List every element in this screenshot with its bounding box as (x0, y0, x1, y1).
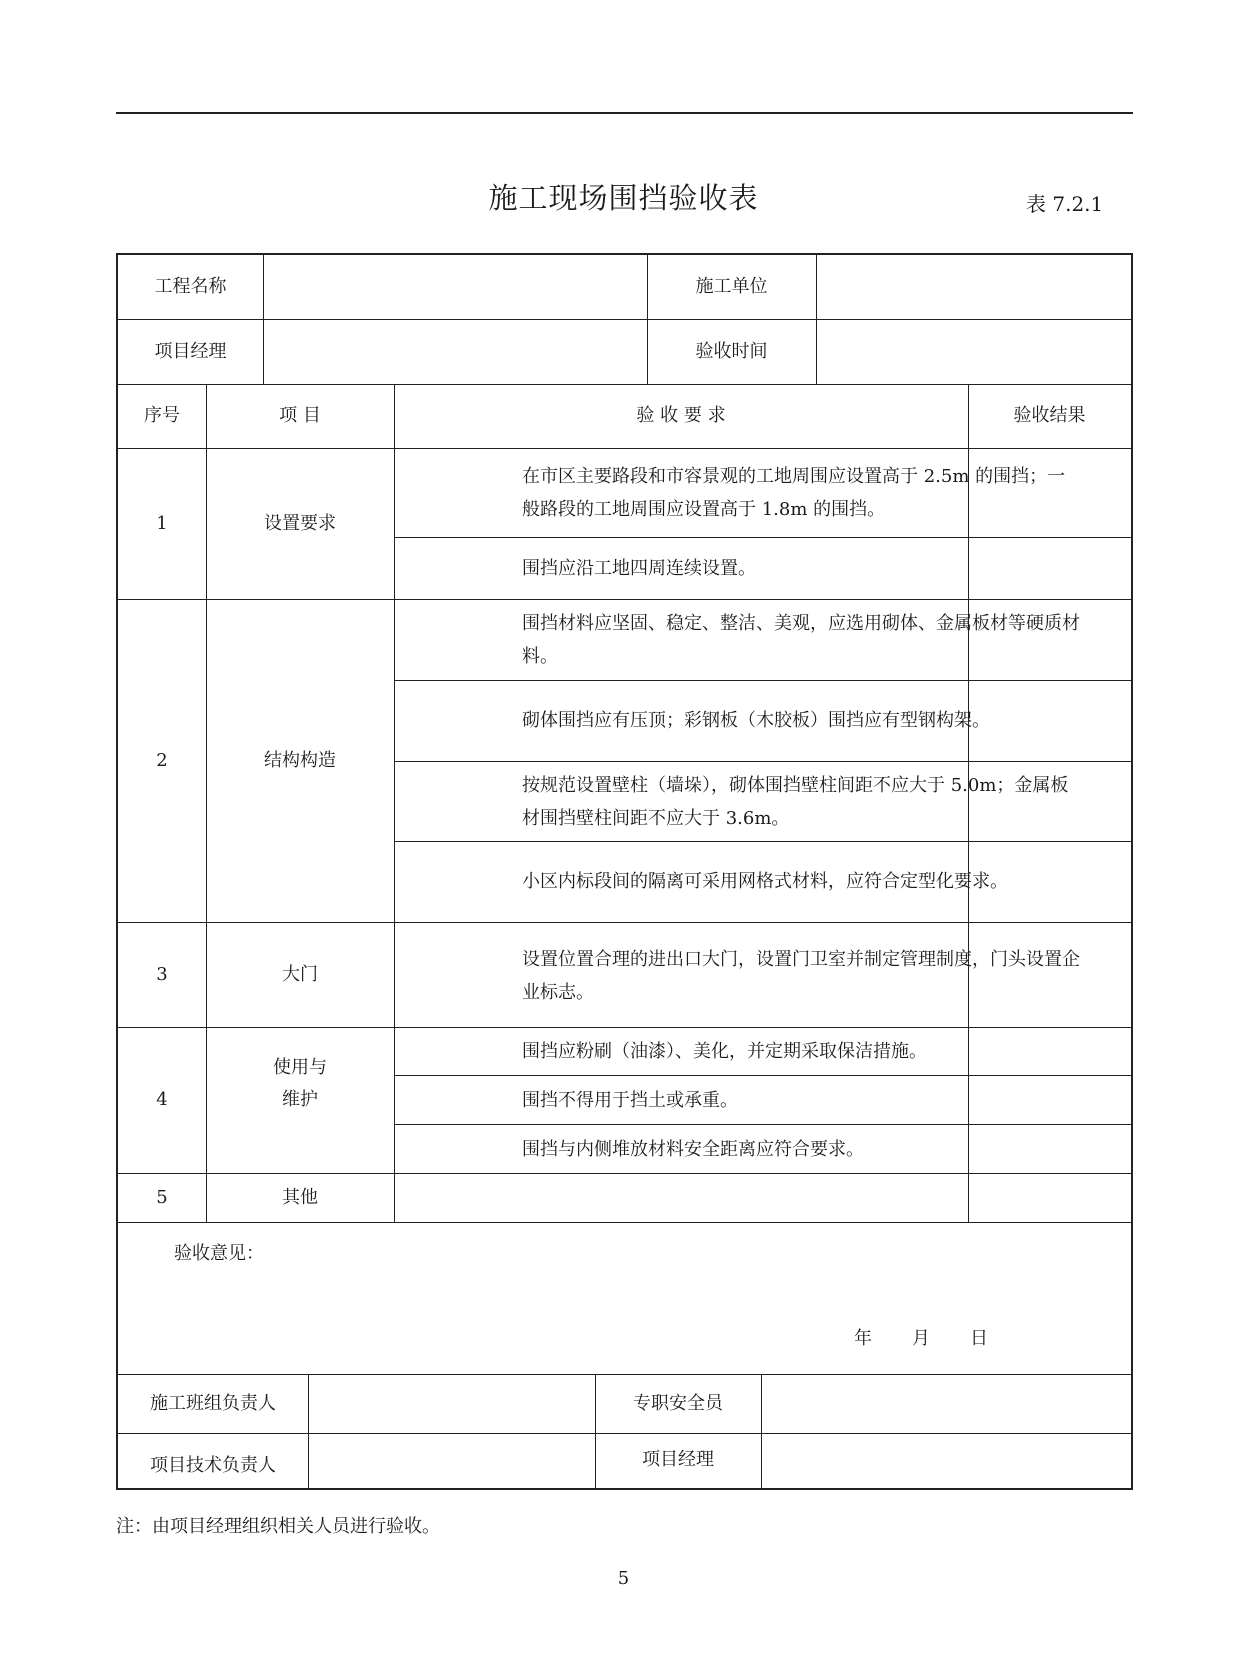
row-line (118, 448, 1131, 449)
row-5-item: 其他 (282, 1187, 318, 1208)
requirement-text: 围挡应沿工地四周连续设置。 (522, 558, 756, 579)
row-1-seq: 1 (156, 513, 168, 534)
requirement-text: 围挡材料应坚固、稳定、整洁、美观，应选用砌体、金属板材等硬质材料。 (522, 613, 1080, 667)
row-1-item: 设置要求 (264, 513, 336, 534)
row-4-item-line1: 使用与 (273, 1057, 327, 1078)
row-line (118, 384, 1131, 385)
requirement-text: 围挡与内侧堆放材料安全距离应符合要求。 (522, 1139, 864, 1160)
header-requirement: 验 收 要 求 (636, 405, 726, 426)
row-line (394, 1075, 1131, 1076)
table-number: 表 7.2.1 (1026, 192, 1104, 216)
row-line (118, 1027, 1131, 1028)
row-line (118, 1173, 1131, 1174)
requirement-text: 按规范设置壁柱（墙垛），砌体围挡壁柱间距不应大于 5.0m；金属板材围挡壁柱间距不应大于 3.6m。 (522, 775, 1069, 829)
safety-officer-label: 专职安全员 (633, 1393, 723, 1414)
footnote: 注：由项目经理组织相关人员进行验收。 (116, 1516, 440, 1537)
date-day: 日 (970, 1328, 988, 1349)
col-line (308, 1374, 309, 1488)
row-2-item: 结构构造 (264, 750, 336, 771)
row-line (118, 1222, 1131, 1223)
row-3-seq: 3 (156, 964, 168, 985)
row-line (394, 761, 1131, 762)
row-line (118, 922, 1131, 923)
date-month: 月 (912, 1328, 930, 1349)
header-item: 项 目 (279, 405, 321, 426)
row-line (394, 841, 1131, 842)
row-3-item: 大门 (282, 964, 318, 985)
tech-leader-label: 项目技术负责人 (150, 1455, 276, 1476)
project-manager-label: 项目经理 (154, 341, 227, 362)
row-4-item-line2: 维护 (282, 1089, 318, 1110)
header-result: 验收结果 (1013, 405, 1086, 426)
row-line (118, 1374, 1131, 1375)
row-line (394, 537, 1131, 538)
project-manager-sign-label: 项目经理 (642, 1449, 714, 1470)
row-4-seq: 4 (156, 1089, 168, 1110)
acceptance-form (116, 253, 1133, 1490)
col-line (263, 255, 264, 384)
acceptance-time-label: 验收时间 (695, 341, 768, 362)
opinion-label: 验收意见： (174, 1243, 264, 1264)
header-seq: 序号 (144, 405, 180, 426)
page-number: 5 (617, 1568, 630, 1589)
requirement-text: 围挡应粉刷（油漆）、美化，并定期采取保洁措施。 (522, 1041, 927, 1062)
date-year: 年 (854, 1328, 872, 1349)
requirement-text: 在市区主要路段和市容景观的工地周围应设置高于 2.5m 的围挡；一般路段的工地周围应设置高于 1.8m 的围挡。 (522, 466, 1066, 520)
col-line (761, 1374, 762, 1488)
row-2-seq: 2 (156, 750, 168, 771)
row-5-seq: 5 (156, 1187, 168, 1208)
top-rule (116, 112, 1133, 114)
requirement-text: 小区内标段间的隔离可采用网格式材料，应符合定型化要求。 (522, 871, 1008, 892)
row-line (394, 1124, 1131, 1125)
requirement-text: 围挡不得用于挡土或承重。 (522, 1090, 738, 1111)
requirement-text: 设置位置合理的进出口大门，设置门卫室并制定管理制度，门头设置企业标志。 (522, 949, 1080, 1003)
row-line (118, 599, 1131, 600)
row-line (118, 1433, 1131, 1434)
construction-unit-label: 施工单位 (695, 276, 768, 297)
row-line (118, 319, 1131, 320)
col-line (394, 384, 395, 1222)
col-line (816, 255, 817, 384)
row-line (394, 680, 1131, 681)
requirement-text: 砌体围挡应有压顶；彩钢板（木胶板）围挡应有型钢构架。 (522, 710, 990, 731)
project-name-label: 工程名称 (154, 276, 227, 297)
team-leader-label: 施工班组负责人 (150, 1393, 276, 1414)
page-title: 施工现场围挡验收表 (488, 181, 759, 215)
